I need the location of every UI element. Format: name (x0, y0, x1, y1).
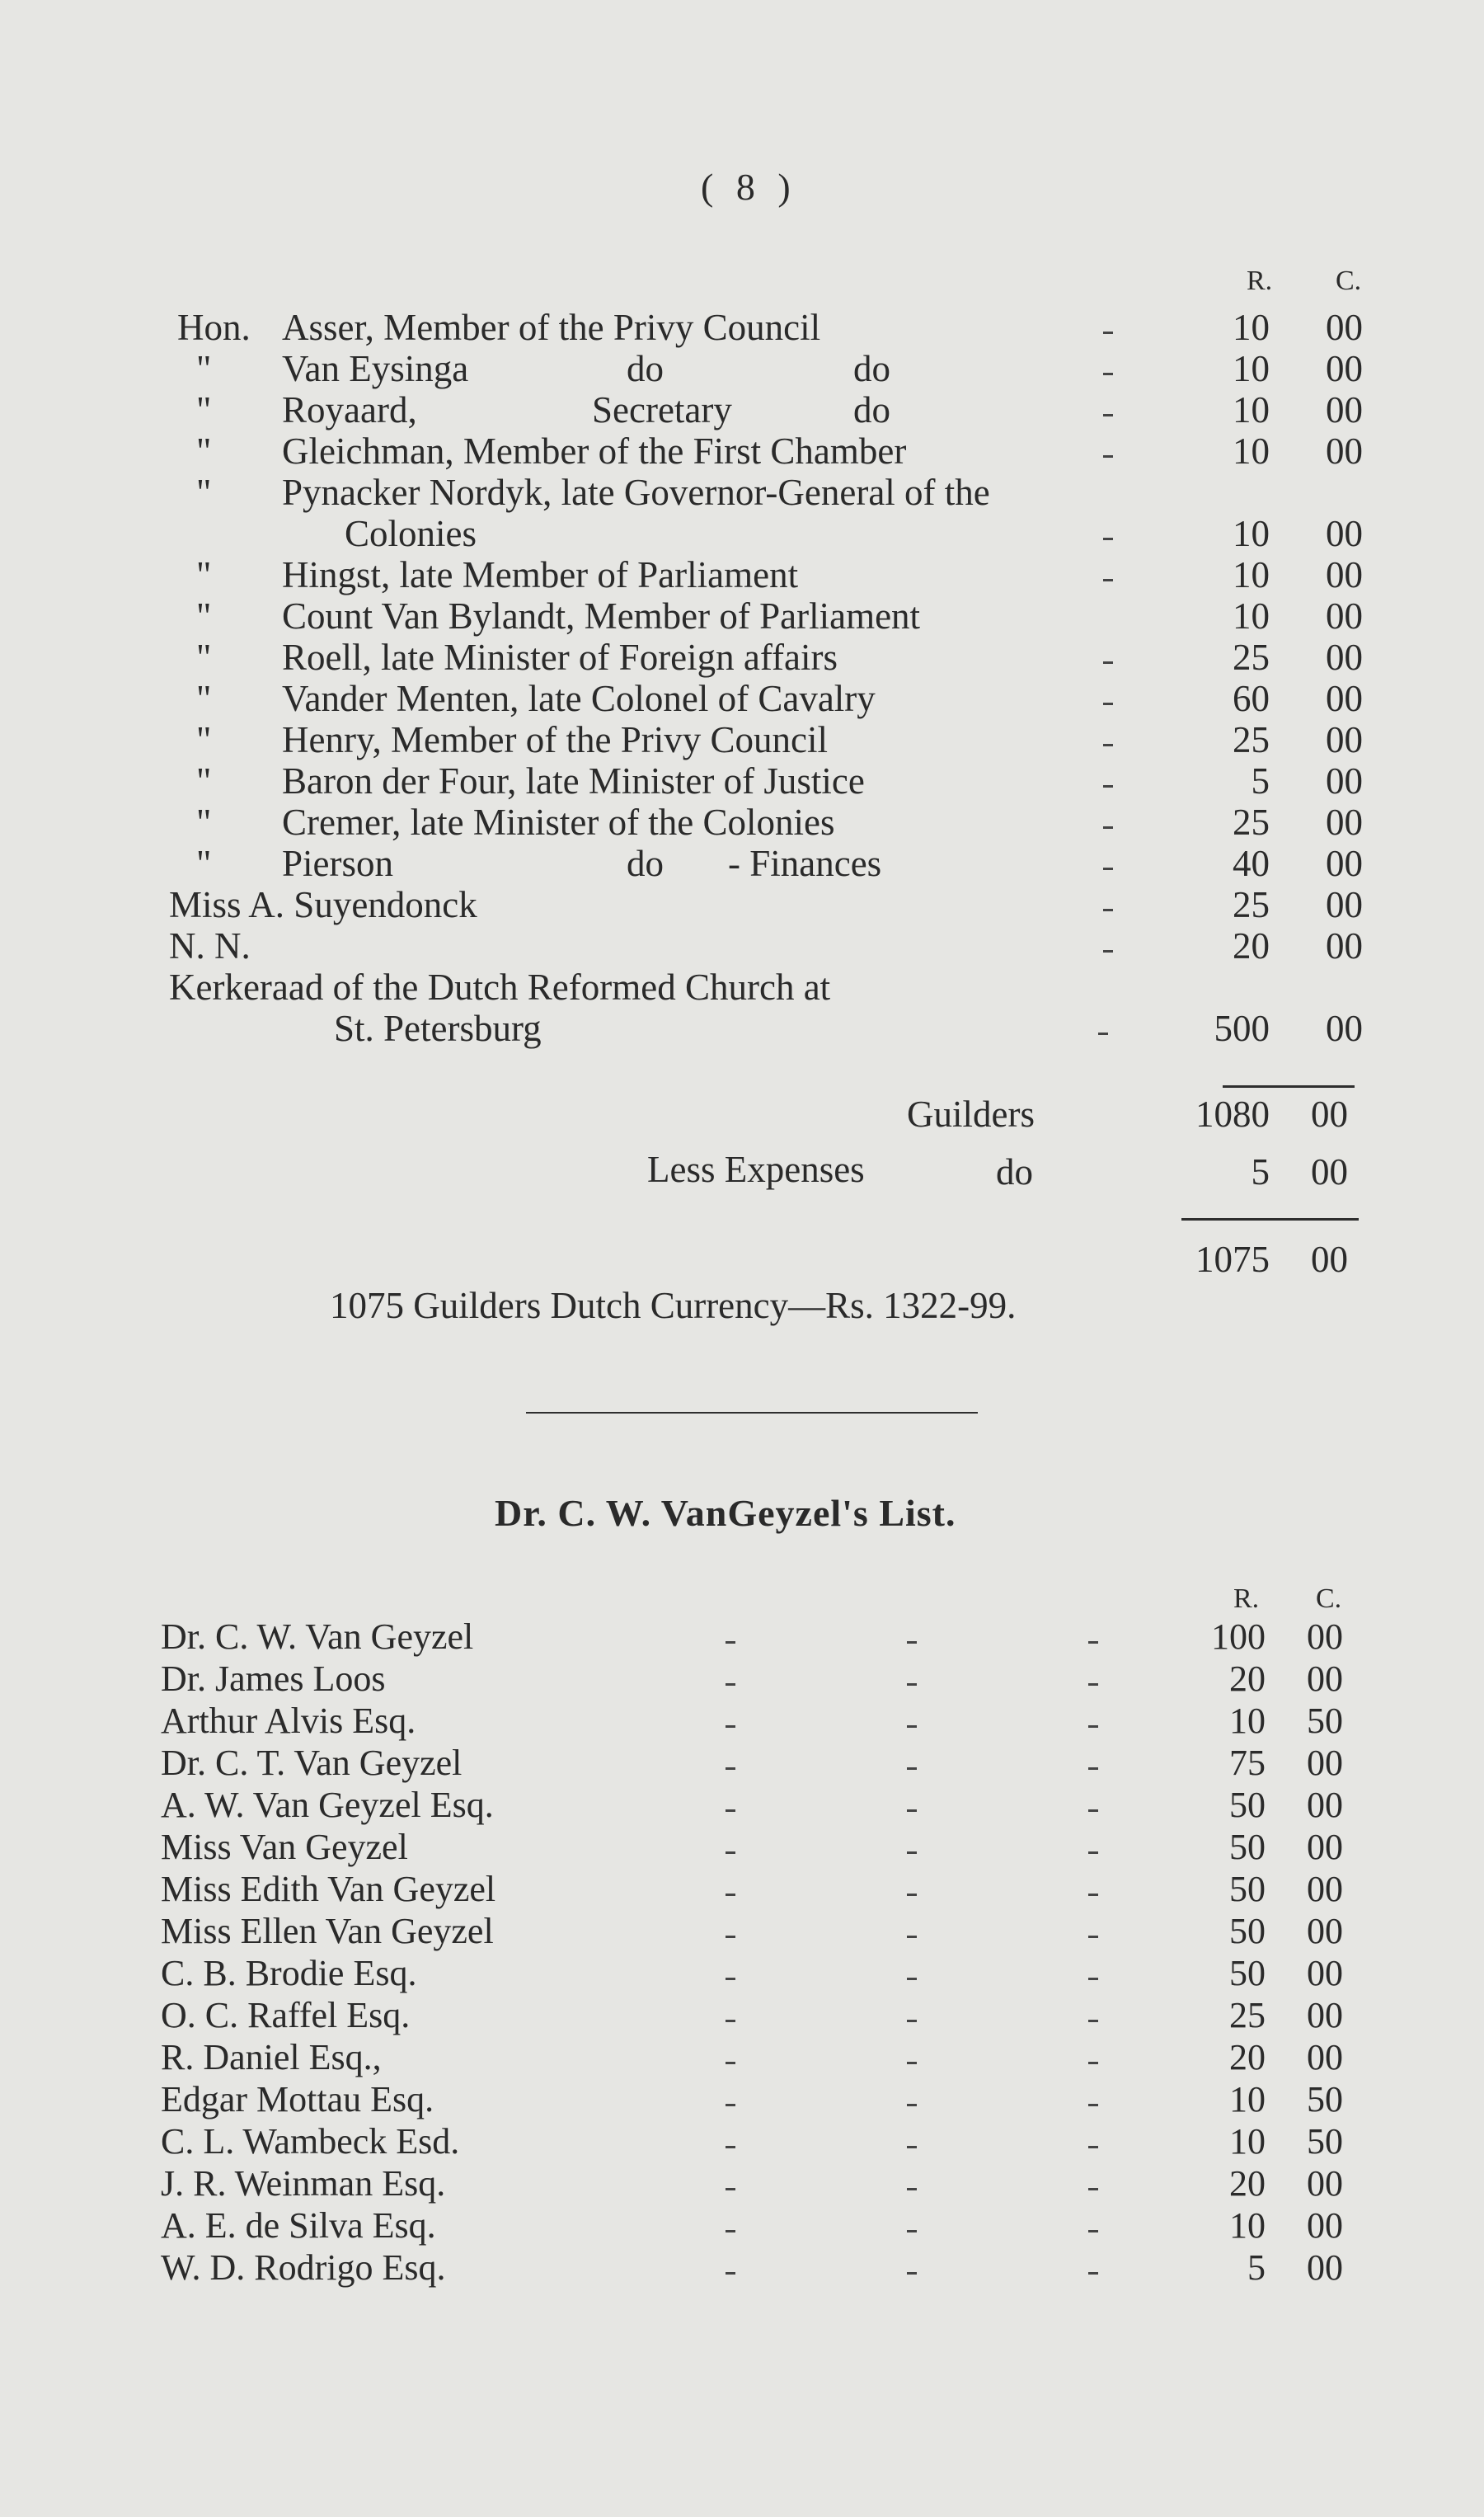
list1-row-name: Count Van Bylandt, Member of Parliament (282, 595, 921, 637)
list2-row-dash (1088, 1641, 1098, 1644)
list2-row-name: C. L. Wambeck Esd. (161, 2121, 460, 2162)
list1-row-c: 00 (1326, 554, 1363, 595)
list1-row-r: 10 (1233, 595, 1270, 637)
list1-rule-1 (1223, 1085, 1355, 1088)
list2-row-dash (726, 1809, 735, 1812)
list2-row-dash (726, 1767, 735, 1770)
list2-row-dash (1088, 1767, 1098, 1770)
list1-row-dash (1103, 868, 1113, 870)
list2-row-name: Dr. C. W. Van Geyzel (161, 1616, 474, 1657)
list2-row-name: R. Daniel Esq., (161, 2037, 382, 2077)
list1-row-r: 10 (1233, 389, 1270, 430)
list2-row-dash (907, 2188, 917, 2190)
list2-row-c: 00 (1307, 1785, 1343, 1825)
list1-row-dash (1103, 538, 1113, 540)
list2-row-dash (1088, 2230, 1098, 2232)
list1-row-prefix: " (196, 348, 212, 389)
list2-row-r: 50 (1229, 1911, 1266, 1951)
list2-row-r: 20 (1229, 2037, 1266, 2077)
list1-row-prefix: Hon. (177, 307, 251, 348)
list2-row-c: 50 (1307, 1701, 1343, 1741)
list2-row-c: 00 (1307, 2163, 1343, 2204)
list2-row-name: J. R. Weinman Esq. (161, 2163, 446, 2204)
list1-row-dash (1103, 661, 1113, 664)
list1-row-dash (1103, 414, 1113, 416)
list1-row-r: 10 (1233, 348, 1270, 389)
list1-row-dash (1103, 950, 1113, 953)
list2-row-dash (907, 1641, 917, 1644)
list1-row-c: 00 (1326, 430, 1363, 472)
list1-row-c: 00 (1326, 1008, 1363, 1049)
page-number: ( 8 ) (701, 166, 797, 208)
list2-row-c: 00 (1307, 1827, 1343, 1867)
list1-subtotal-r: 1080 (1195, 1094, 1270, 1135)
list2-col-r-header: R. (1233, 1583, 1260, 1614)
list2-row-name: Miss Ellen Van Geyzel (161, 1911, 494, 1951)
list1-row-name: Van Eysinga (282, 348, 469, 389)
list1-row-prefix: " (196, 472, 212, 513)
list2-row-dash (907, 1936, 917, 1938)
list1-row-c: 00 (1326, 719, 1363, 760)
list1-row-r: 60 (1233, 678, 1270, 719)
list1-row-prefix: " (196, 637, 212, 678)
list1-total-c: 00 (1311, 1239, 1348, 1280)
list1-row-prefix: " (196, 760, 212, 802)
list1-subtotal-c: 00 (1311, 1094, 1348, 1135)
list2-row-r: 10 (1229, 2205, 1266, 2246)
list1-row-c: 00 (1326, 595, 1363, 637)
list2-row-c: 00 (1307, 2037, 1343, 2077)
list1-row-c: 00 (1326, 760, 1363, 802)
list1-row-middle1: Secretary (592, 389, 732, 430)
list2-row-r: 5 (1247, 2247, 1266, 2288)
list2-title: Dr. C. W. VanGeyzel's List. (495, 1492, 956, 1534)
list1-row-dash (1103, 703, 1113, 705)
list1-row-middle2: do (853, 348, 890, 389)
list1-row-prefix: " (196, 719, 212, 760)
list1-expenses-r: 5 (1251, 1151, 1270, 1193)
list2-row-dash (907, 1683, 917, 1686)
list1-row-r: 5 (1251, 760, 1270, 802)
list1-expenses-do: do (996, 1151, 1033, 1193)
list1-row-prefix: " (196, 678, 212, 719)
list2-row-c: 00 (1307, 2205, 1343, 2246)
list1-row-middle1: do (627, 843, 664, 884)
list2-row-c: 00 (1307, 1995, 1343, 2035)
list2-row-r: 10 (1229, 1701, 1266, 1741)
list1-expenses-label: Less Expenses (647, 1149, 865, 1190)
list2-row-dash (907, 2020, 917, 2022)
list2-row-dash (726, 1851, 735, 1854)
list2-row-name: A. E. de Silva Esq. (161, 2205, 436, 2246)
list1-row-c: 00 (1326, 348, 1363, 389)
list2-row-c: 00 (1307, 1658, 1343, 1699)
list2-row-dash (726, 1894, 735, 1896)
list2-row-dash (726, 1725, 735, 1728)
list2-row-r: 20 (1229, 2163, 1266, 2204)
list1-row-prefix: " (196, 389, 212, 430)
list1-row-r: 500 (1214, 1008, 1270, 1049)
list2-row-dash (726, 2146, 735, 2148)
list1-row-dash (1103, 785, 1113, 788)
list1-row-name: Pynacker Nordyk, late Governor-General of the (282, 472, 990, 513)
list1-row-prefix: " (196, 843, 212, 884)
list2-row-c: 00 (1307, 1616, 1343, 1657)
list1-row-r: 40 (1233, 843, 1270, 884)
list1-row-name: Baron der Four, late Minister of Justice (282, 760, 865, 802)
conversion-note: 1075 Guilders Dutch Currency—Rs. 1322-99. (330, 1285, 1017, 1326)
list2-row-name: W. D. Rodrigo Esq. (161, 2247, 446, 2288)
list1-row-r: 10 (1233, 513, 1270, 554)
list2-row-name: Dr. C. T. Van Geyzel (161, 1743, 463, 1783)
list2-row-dash (907, 2146, 917, 2148)
list1-col-c-header: C. (1336, 266, 1362, 296)
list2-row-dash (726, 2188, 735, 2190)
list1-row-dash (1103, 909, 1113, 911)
list2-row-dash (1088, 1809, 1098, 1812)
list2-row-dash (907, 1725, 917, 1728)
list2-row-dash (726, 1641, 735, 1644)
list2-row-name: Miss Van Geyzel (161, 1827, 408, 1867)
list2-row-r: 20 (1229, 1658, 1266, 1699)
list1-expenses-c: 00 (1311, 1151, 1348, 1193)
list1-row-middle1: do (627, 348, 664, 389)
list2-row-c: 50 (1307, 2121, 1343, 2162)
list2-row-dash (1088, 2104, 1098, 2106)
list1-row-continuation: St. Petersburg (334, 1008, 542, 1049)
list2-row-dash (726, 2272, 735, 2275)
list1-row-name: Pierson (282, 843, 393, 884)
list1-row-r: 25 (1233, 884, 1270, 925)
list1-row-c: 00 (1326, 307, 1363, 348)
list2-row-name: Miss Edith Van Geyzel (161, 1869, 496, 1909)
list2-row-r: 50 (1229, 1785, 1266, 1825)
list1-row-r: 10 (1233, 430, 1270, 472)
list2-row-dash (726, 2230, 735, 2232)
list2-row-r: 50 (1229, 1827, 1266, 1867)
list2-row-dash (1088, 1683, 1098, 1686)
list2-row-name: A. W. Van Geyzel Esq. (161, 1785, 494, 1825)
list2-row-r: 10 (1229, 2121, 1266, 2162)
list2-row-c: 00 (1307, 1953, 1343, 1993)
list1-row-name: Asser, Member of the Privy Council (282, 307, 821, 348)
list1-subtotal-label: Guilders (907, 1094, 1035, 1135)
list1-row-name: Gleichman, Member of the First Chamber (282, 430, 907, 472)
list1-row-dash (1103, 455, 1113, 458)
list1-row-name: Royaard, (282, 389, 417, 430)
list1-row-r: 25 (1233, 637, 1270, 678)
list2-row-dash (1088, 1978, 1098, 1980)
list2-row-name: O. C. Raffel Esq. (161, 1995, 411, 2035)
list1-row-name: Miss A. Suyendonck (169, 884, 477, 925)
list1-row-name: Vander Menten, late Colonel of Cavalry (282, 678, 876, 719)
list2-row-r: 25 (1229, 1995, 1266, 2035)
list1-row-r: 20 (1233, 925, 1270, 967)
list2-row-c: 00 (1307, 2247, 1343, 2288)
list1-row-name: Henry, Member of the Privy Council (282, 719, 828, 760)
list2-row-dash (1088, 1725, 1098, 1728)
list1-col-r-header: R. (1247, 266, 1273, 296)
list2-row-dash (907, 1851, 917, 1854)
list1-row-c: 00 (1326, 389, 1363, 430)
list2-row-dash (726, 2104, 735, 2106)
list2-row-dash (726, 1683, 735, 1686)
section-divider (526, 1412, 978, 1414)
list1-row-prefix: " (196, 595, 212, 637)
list1-row-c: 00 (1326, 678, 1363, 719)
list2-row-dash (907, 2104, 917, 2106)
list1-row-c: 00 (1326, 884, 1363, 925)
list2-row-r: 50 (1229, 1869, 1266, 1909)
list2-row-dash (726, 2020, 735, 2022)
list2-row-dash (1088, 2146, 1098, 2148)
list1-row-r: 25 (1233, 719, 1270, 760)
list1-total-r: 1075 (1195, 1239, 1270, 1280)
list2-row-dash (907, 1894, 917, 1896)
list2-row-r: 75 (1229, 1743, 1266, 1783)
list2-row-dash (1088, 1936, 1098, 1938)
list1-row-c: 00 (1326, 637, 1363, 678)
list1-row-name: N. N. (169, 925, 251, 967)
list1-row-name: Kerkeraad of the Dutch Reformed Church at (169, 967, 831, 1008)
list1-row-middle2: - Finances (728, 843, 882, 884)
list2-row-dash (1088, 2020, 1098, 2022)
list1-row-dash (1103, 579, 1113, 581)
list1-row-prefix: " (196, 430, 212, 472)
list1-row-name: Cremer, late Minister of the Colonies (282, 802, 835, 843)
list1-row-continuation: Colonies (345, 513, 477, 554)
list1-row-c: 00 (1326, 513, 1363, 554)
list1-row-dash (1103, 826, 1113, 829)
list1-row-c: 00 (1326, 843, 1363, 884)
list1-row-r: 25 (1233, 802, 1270, 843)
list1-row-dash (1103, 744, 1113, 746)
list2-row-dash (907, 1978, 917, 1980)
list1-row-prefix: " (196, 554, 212, 595)
list2-row-dash (726, 1978, 735, 1980)
list2-row-c: 00 (1307, 1869, 1343, 1909)
list2-row-c: 50 (1307, 2079, 1343, 2119)
list2-row-c: 00 (1307, 1911, 1343, 1951)
list1-row-prefix: " (196, 802, 212, 843)
list2-row-name: C. B. Brodie Esq. (161, 1953, 417, 1993)
list2-row-dash (1088, 2062, 1098, 2064)
list2-row-r: 50 (1229, 1953, 1266, 1993)
list1-row-middle2: do (853, 389, 890, 430)
list1-row-r: 10 (1233, 307, 1270, 348)
list2-row-dash (726, 2062, 735, 2064)
list1-row-c: 00 (1326, 802, 1363, 843)
list2-col-c-header: C. (1316, 1583, 1342, 1614)
list2-row-dash (1088, 2272, 1098, 2275)
list2-row-name: Dr. James Loos (161, 1658, 386, 1699)
list2-row-dash (1088, 1894, 1098, 1896)
list1-row-c: 00 (1326, 925, 1363, 967)
list2-row-name: Edgar Mottau Esq. (161, 2079, 434, 2119)
list2-row-r: 10 (1229, 2079, 1266, 2119)
list1-row-dash (1103, 373, 1113, 375)
list2-row-dash (907, 2062, 917, 2064)
list2-row-dash (907, 1809, 917, 1812)
list2-row-dash (726, 1936, 735, 1938)
list1-row-name: Hingst, late Member of Parliament (282, 554, 799, 595)
list1-row-r: 10 (1233, 554, 1270, 595)
list2-row-dash (907, 2230, 917, 2232)
list2-row-dash (907, 1767, 917, 1770)
list2-row-c: 00 (1307, 1743, 1343, 1783)
list1-row-dash (1098, 1033, 1108, 1035)
list2-row-dash (1088, 1851, 1098, 1854)
list1-row-dash (1103, 332, 1113, 334)
list2-row-dash (1088, 2188, 1098, 2190)
list1-row-name: Roell, late Minister of Foreign affairs (282, 637, 838, 678)
list2-row-name: Arthur Alvis Esq. (161, 1701, 416, 1741)
list2-row-r: 100 (1211, 1616, 1266, 1657)
list1-rule-2 (1181, 1218, 1359, 1221)
list2-row-dash (907, 2272, 917, 2275)
